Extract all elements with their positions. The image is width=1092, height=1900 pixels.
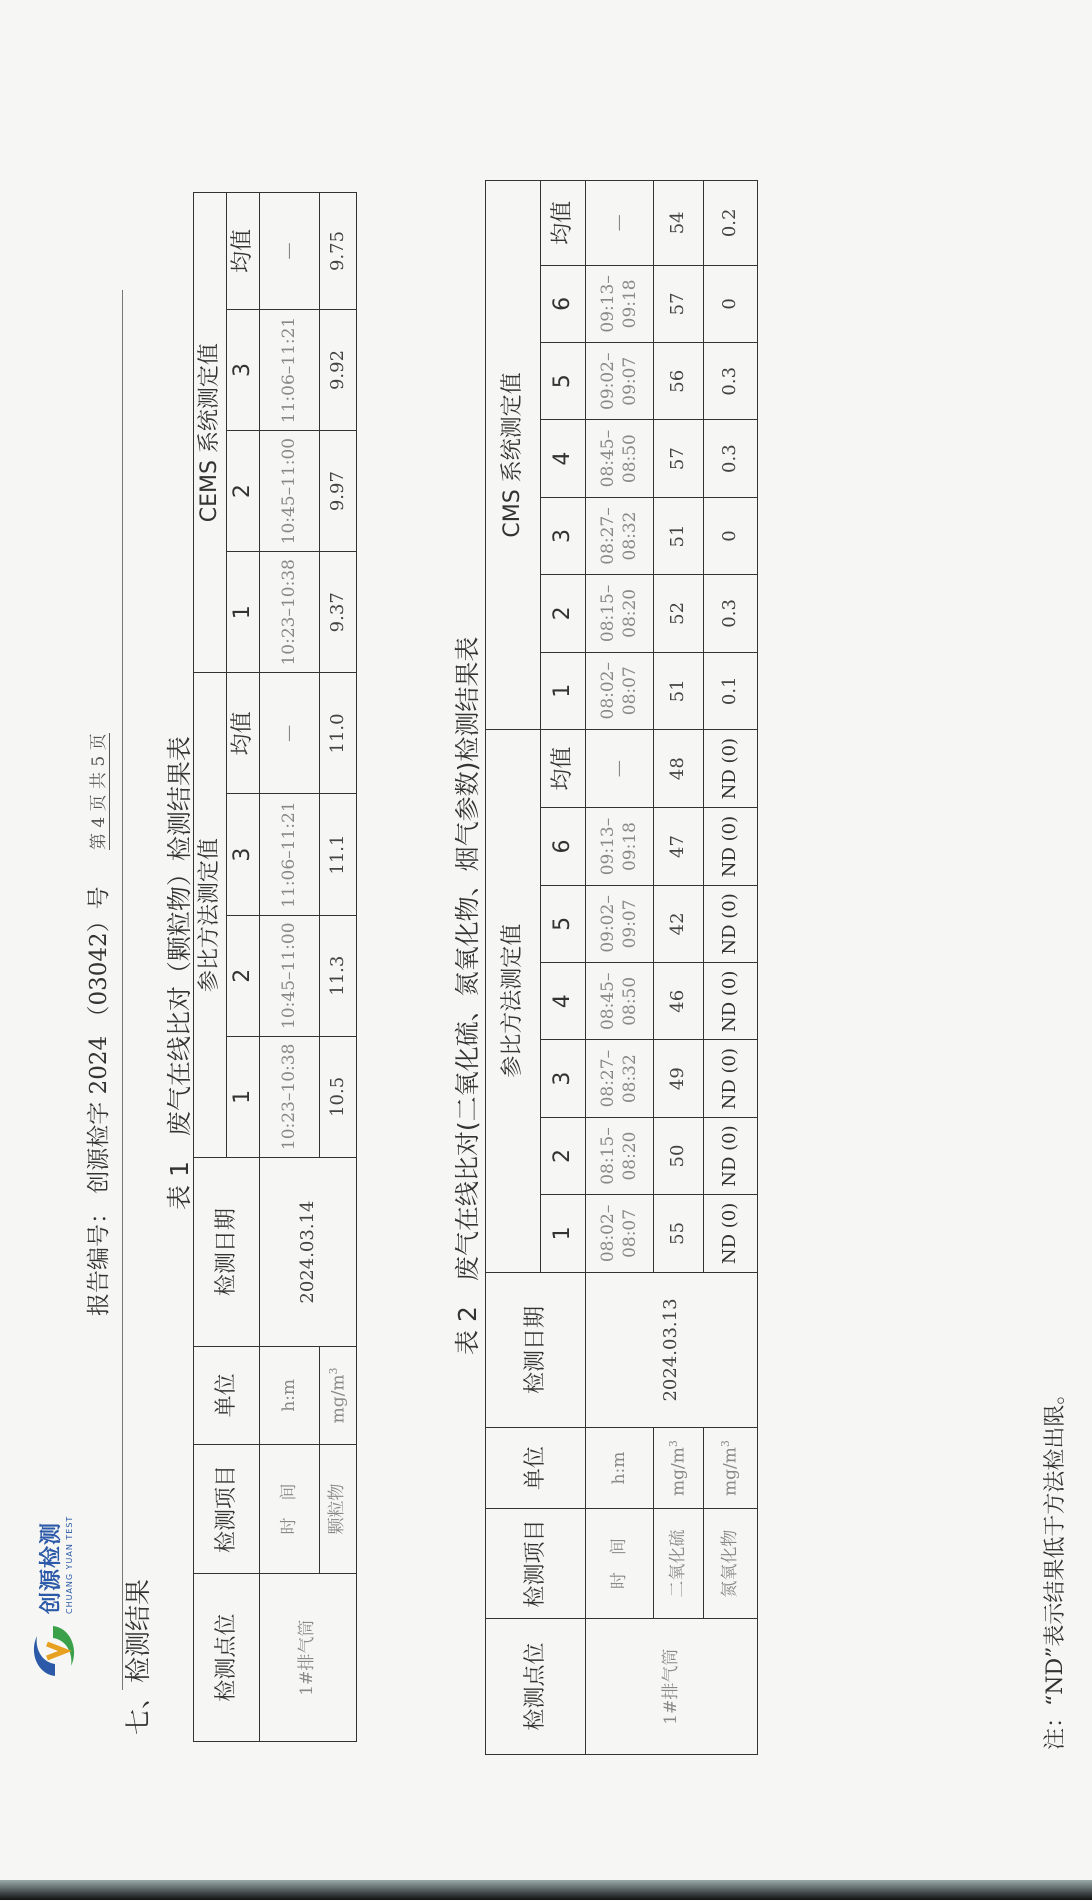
t1-header-item: 检测项目 — [194, 1444, 260, 1574]
t2-header-cms-5: 5 — [541, 343, 586, 420]
company-logo — [25, 1516, 83, 1682]
t2-cms-nox-avg: 0.2 — [704, 181, 758, 266]
t2-ref-nox-avg: ND (0) — [704, 729, 758, 807]
t2-header-ref-avg: 均值 — [541, 729, 586, 807]
t1-header-ref-2: 2 — [227, 915, 260, 1036]
section-title: 七、检测结果 — [124, 1578, 154, 1735]
t2-ref-time-3: 08:27–08:32 — [586, 1040, 654, 1117]
t1-cems-pm-3: 9.92 — [320, 309, 357, 430]
page-number — [84, 733, 109, 850]
t2-header-cms-1: 1 — [541, 652, 586, 729]
t2-header-cms-6: 6 — [541, 265, 586, 342]
t2-cms-so2-avg: 54 — [654, 181, 704, 266]
t2-cms-so2-3: 51 — [654, 497, 704, 574]
t2-cms-so2-4: 57 — [654, 420, 704, 497]
t2-ref-nox-3: ND (0) — [704, 1040, 758, 1117]
t2-cms-so2-6: 57 — [654, 265, 704, 342]
t1-header-cems-avg: 均值 — [227, 193, 260, 310]
footnote: 注：“ND”表示结果低于方法检出限。 — [1043, 1382, 1068, 1750]
page-number-text: 第 4 页 共 5 页 — [89, 733, 109, 850]
t1-ref-pm-1: 10.5 — [320, 1036, 357, 1157]
logo-swirl-icon — [25, 1620, 83, 1682]
t1-header-cems-group: CEMS 系统测定值 — [194, 193, 227, 673]
table1-caption: 表 1 废气在线比对（颗粒物）检测结果表 — [165, 736, 194, 1210]
t2-time-item: 时 间 — [586, 1508, 654, 1619]
t1-time-unit: h:m — [260, 1347, 320, 1444]
t2-time-unit: h:m — [586, 1428, 654, 1508]
t1-ref-time-avg: — — [260, 673, 320, 794]
t2-ref-time-4: 08:45–08:50 — [586, 963, 654, 1040]
t1-ref-time-3: 11:06–11:21 — [260, 794, 320, 915]
t2-ref-time-5: 09:02–09:07 — [586, 885, 654, 962]
t2-so2-item: 二氧化硫 — [654, 1508, 704, 1619]
t2-cms-so2-2: 52 — [654, 575, 704, 652]
t1-header-ref-group: 参比方法测定值 — [194, 673, 227, 1158]
t1-cems-time-3: 11:06–11:21 — [260, 309, 320, 430]
t1-header-ref-1: 1 — [227, 1036, 260, 1157]
t1-pm-unit-sup: 3 — [326, 1367, 340, 1375]
t2-header-unit: 单位 — [486, 1428, 586, 1508]
t2-cms-nox-5: 0.3 — [704, 343, 758, 420]
t2-date: 2024.03.13 — [586, 1272, 758, 1428]
t2-cms-nox-3: 0 — [704, 497, 758, 574]
t1-header-point: 检测点位 — [194, 1574, 260, 1742]
t1-pm-unit — [320, 1347, 357, 1444]
t2-cms-time-2: 08:15–08:20 — [586, 575, 654, 652]
logo-name-en: CHUANG YUAN TEST — [65, 1515, 74, 1614]
t2-header-cms-2: 2 — [541, 575, 586, 652]
t2-ref-time-avg: — — [586, 729, 654, 807]
t1-header-ref-3: 3 — [227, 794, 260, 915]
t1-header-unit: 单位 — [194, 1347, 260, 1444]
t1-ref-pm-3: 11.1 — [320, 794, 357, 915]
t2-cms-time-4: 08:45–08:50 — [586, 420, 654, 497]
t2-ref-nox-5: ND (0) — [704, 885, 758, 962]
t2-ref-so2-6: 47 — [654, 808, 704, 885]
t1-ref-time-1: 10:23–10:38 — [260, 1036, 320, 1157]
t2-so2-unit-text: mg/m — [668, 1447, 689, 1497]
t2-cms-nox-2: 0.3 — [704, 575, 758, 652]
t2-cms-so2-1: 51 — [654, 652, 704, 729]
t2-header-ref-3: 3 — [541, 1040, 586, 1117]
t2-cms-time-6: 09:13–09:18 — [586, 265, 654, 342]
t2-header-ref-5: 5 — [541, 885, 586, 962]
logo-text — [34, 1516, 74, 1614]
t2-so2-unit-sup: 3 — [667, 1440, 681, 1448]
table1 — [193, 192, 357, 1742]
t2-point: 1#排气筒 — [586, 1619, 758, 1755]
t2-cms-time-5: 09:02–09:07 — [586, 343, 654, 420]
t1-pm-item: 颗粒物 — [320, 1444, 357, 1574]
t1-cems-time-avg: — — [260, 193, 320, 310]
t1-ref-time-2: 10:45–11:00 — [260, 915, 320, 1036]
t1-pm-unit-text: mg/m — [328, 1374, 349, 1424]
t2-cms-time-1: 08:02–08:07 — [586, 652, 654, 729]
t2-ref-nox-4: ND (0) — [704, 963, 758, 1040]
t2-header-ref-2: 2 — [541, 1117, 586, 1194]
t2-ref-nox-1: ND (0) — [704, 1195, 758, 1272]
t1-cems-time-2: 10:45–11:00 — [260, 431, 320, 552]
t2-nox-item: 氮氧化物 — [704, 1508, 758, 1619]
t2-header-point: 检测点位 — [486, 1619, 586, 1755]
t2-ref-so2-1: 55 — [654, 1195, 704, 1272]
t2-ref-nox-6: ND (0) — [704, 808, 758, 885]
report-number: 报告编号： 创源检字 2024 （03042）号 — [86, 886, 112, 1316]
t2-cms-time-avg: — — [586, 181, 654, 266]
t1-point: 1#排气筒 — [260, 1574, 357, 1742]
t2-ref-time-6: 09:13–09:18 — [586, 808, 654, 885]
t2-ref-time-2: 08:15–08:20 — [586, 1117, 654, 1194]
t1-header-cems-2: 2 — [227, 431, 260, 552]
t2-ref-so2-4: 46 — [654, 963, 704, 1040]
header-rule — [122, 290, 123, 1690]
t2-cms-nox-1: 0.1 — [704, 652, 758, 729]
t2-header-cms-avg: 均值 — [541, 181, 586, 266]
t2-header-ref-group: 参比方法测定值 — [486, 729, 541, 1272]
t2-header-ref-6: 6 — [541, 808, 586, 885]
t1-header-cems-1: 1 — [227, 552, 260, 673]
t2-header-item: 检测项目 — [486, 1508, 586, 1619]
t1-cems-pm-2: 9.97 — [320, 431, 357, 552]
t1-cems-pm-avg: 9.75 — [320, 193, 357, 310]
t2-ref-so2-2: 50 — [654, 1117, 704, 1194]
t1-ref-pm-2: 11.3 — [320, 915, 357, 1036]
t2-ref-so2-3: 49 — [654, 1040, 704, 1117]
t2-so2-unit — [654, 1428, 704, 1508]
t1-cems-time-1: 10:23–10:38 — [260, 552, 320, 673]
t2-header-ref-4: 4 — [541, 963, 586, 1040]
table2 — [485, 180, 758, 1755]
t2-ref-time-1: 08:02–08:07 — [586, 1195, 654, 1272]
t2-ref-so2-5: 42 — [654, 885, 704, 962]
t2-cms-nox-4: 0.3 — [704, 420, 758, 497]
t2-ref-so2-avg: 48 — [654, 729, 704, 807]
t1-ref-pm-avg: 11.0 — [320, 673, 357, 794]
t1-date: 2024.03.14 — [260, 1157, 357, 1346]
t2-nox-unit-sup: 3 — [719, 1440, 733, 1448]
t2-header-date: 检测日期 — [486, 1272, 586, 1428]
t2-cms-so2-5: 56 — [654, 343, 704, 420]
t2-nox-unit — [704, 1428, 758, 1508]
photo-bottom-shadow — [0, 1880, 1092, 1900]
t1-header-ref-avg: 均值 — [227, 673, 260, 794]
t1-header-cems-3: 3 — [227, 309, 260, 430]
t2-header-cms-group: CMS 系统测定值 — [486, 181, 541, 730]
t2-header-cms-4: 4 — [541, 420, 586, 497]
t2-nox-unit-text: mg/m — [720, 1447, 741, 1497]
t2-header-ref-1: 1 — [541, 1195, 586, 1272]
t2-header-cms-3: 3 — [541, 497, 586, 574]
t2-ref-nox-2: ND (0) — [704, 1117, 758, 1194]
t1-time-item: 时 间 — [260, 1444, 320, 1574]
table2-caption: 表 2 废气在线比对(二氧化硫、氮氧化物、烟气参数)检测结果表 — [453, 636, 482, 1355]
t2-cms-time-3: 08:27–08:32 — [586, 497, 654, 574]
t2-cms-nox-6: 0 — [704, 265, 758, 342]
t1-header-date: 检测日期 — [194, 1157, 260, 1346]
t1-cems-pm-1: 9.37 — [320, 552, 357, 673]
logo-name-cn: 创源检测 — [39, 1521, 64, 1614]
